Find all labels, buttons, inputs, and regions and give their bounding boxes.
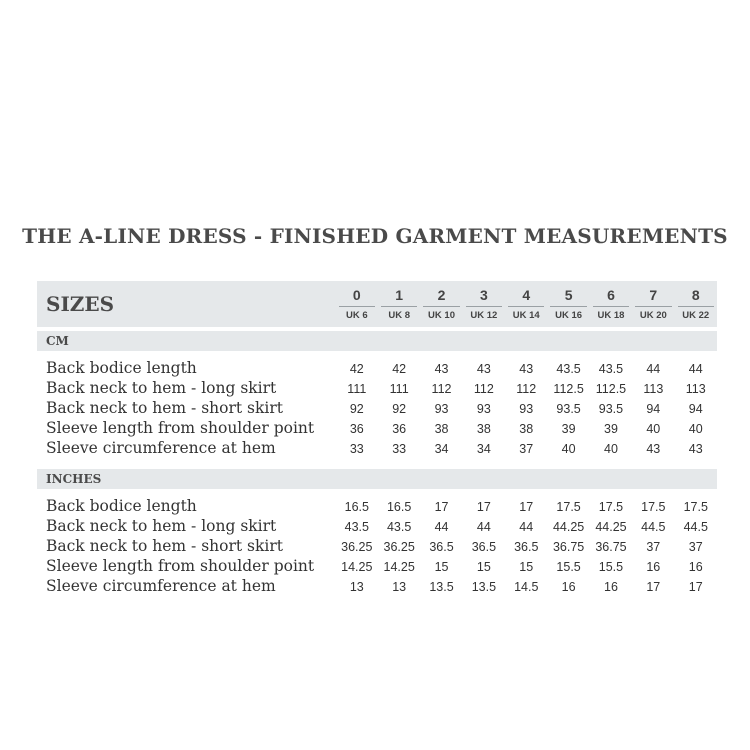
measurement-cell: 14.25 [341,560,373,574]
measurement-cell: 37 [688,540,703,554]
sizes-label: SIZES [46,292,115,316]
measurement-cell: 16.5 [386,500,412,514]
measurement-cell: 34 [434,442,449,456]
measurement-cell: 17.5 [556,500,581,514]
measurement-cell: 44 [646,362,661,376]
size-column-header [632,281,674,327]
size-column-header [547,281,589,327]
measurement-cell: 15.5 [556,560,581,574]
measurement-cell: 44.5 [641,520,666,534]
measurement-cell: 33 [392,442,407,456]
row-label: Back neck to hem - short skirt [46,537,283,555]
size-number: 0 [339,287,375,307]
measurement-cell: 93.5 [598,402,624,416]
table-row [37,489,717,515]
size-number: 4 [508,287,544,307]
measurement-cell: 112 [516,382,537,396]
measurement-cell: 16 [561,580,576,594]
size-column-header [675,281,718,327]
measurement-cell: 17 [646,580,661,594]
measurement-cell: 38 [476,422,491,436]
measurements-table [37,281,717,595]
measurement-cell: 40 [688,422,703,436]
measurement-cell: 34 [476,442,491,456]
row-label: Sleeve length from shoulder point [46,557,315,575]
measurement-cell: 42 [392,362,407,376]
table-body [37,327,717,595]
size-column-header [336,281,378,327]
size-number: 1 [381,287,417,307]
table-row [37,397,717,417]
measurement-cell: 40 [561,442,576,456]
row-label: Sleeve circumference at hem [46,577,276,595]
measurement-cell: 17 [476,500,491,514]
size-uk-equivalent: UK 10 [428,310,455,321]
table-row [37,437,717,457]
row-label: Sleeve circumference at hem [46,439,276,457]
measurement-cell: 16 [604,580,618,594]
row-label: Sleeve length from shoulder point [46,419,315,437]
measurement-cell: 17 [688,580,703,594]
measurement-cell: 43 [434,362,449,376]
size-number: 6 [593,287,629,307]
measurement-cell: 43.5 [598,362,624,376]
measurement-cell: 44 [519,520,534,534]
size-column-header [463,281,505,327]
measurement-cell: 13.5 [429,580,454,594]
measurement-cell: 43 [476,362,491,376]
row-label: Back neck to hem - long skirt [46,517,277,535]
measurement-cell: 36.25 [341,540,373,554]
measurement-cell: 43.5 [344,520,369,534]
size-number: 7 [635,287,671,307]
measurement-cell: 15 [434,560,449,574]
measurement-cell: 43 [519,362,534,376]
measurement-cell: 36.75 [552,540,585,554]
measurement-cell: 17.5 [598,500,624,514]
table-row [37,351,717,377]
measurement-cell: 43 [646,442,661,456]
size-uk-equivalent: UK 6 [345,310,368,321]
measurement-cell: 112 [473,382,494,396]
size-number: 8 [678,287,715,307]
measurement-cell: 17 [519,500,534,514]
measurement-cell: 113 [643,382,664,396]
measurement-cell: 40 [604,442,618,456]
table-row [37,377,717,397]
measurement-cell: 37 [519,442,534,456]
measurement-cell: 39 [561,422,576,436]
size-column-header [420,281,462,327]
measurement-cell: 92 [392,402,407,416]
size-column-header [505,281,547,327]
measurement-cell: 111 [347,382,367,396]
measurement-cell: 43.5 [556,362,581,376]
measurement-cell: 17.5 [683,500,708,514]
measurement-cell: 43 [688,442,703,456]
measurement-cell: 93 [434,402,449,416]
size-uk-equivalent: UK 20 [639,310,667,321]
measurement-cell: 13.5 [471,580,497,594]
measurement-cell: 44.25 [552,520,585,534]
table-row [37,555,717,575]
measurement-cell: 16 [646,560,661,574]
measurement-cell: 36 [349,422,364,436]
size-column-header [590,281,632,327]
measurement-cell: 112 [431,382,452,396]
measurement-cell: 13 [349,580,364,594]
measurement-cell: 36 [392,422,407,436]
measurement-cell: 44 [688,362,703,376]
size-uk-equivalent: UK 12 [470,310,498,321]
measurement-cell: 36.5 [471,540,497,554]
measurement-cell: 44.5 [683,520,708,534]
measurement-cell: 93.5 [556,402,581,416]
measurement-cell: 40 [646,422,661,436]
measurement-cell: 93 [519,402,534,416]
measurement-cell: 36.75 [595,540,627,554]
row-label: Back neck to hem - long skirt [46,379,277,397]
measurement-cell: 15.5 [598,560,624,574]
measurement-cell: 37 [646,540,661,554]
size-number: 3 [466,287,502,307]
section-header-cm [37,331,717,351]
measurement-cell: 44 [434,520,449,534]
measurement-cell: 39 [604,422,618,436]
measurement-cell: 112.5 [553,382,584,396]
measurement-cell: 16.5 [344,500,369,514]
sizes-header-row [37,281,717,327]
measurement-cell: 93 [476,402,491,416]
measurement-cell: 14.25 [383,560,415,574]
size-uk-equivalent: UK 18 [597,310,625,321]
measurement-cell: 36.5 [514,540,539,554]
measurement-cell: 16 [688,560,703,574]
table-row [37,417,717,437]
measurement-cell: 17 [434,500,449,514]
page-title: THE A-LINE DRESS - FINISHED GARMENT MEASUREMENTS [22,224,728,248]
measurement-cell: 43.5 [386,520,412,534]
size-number: 2 [423,287,459,307]
measurement-cell: 112.5 [595,382,627,396]
size-uk-equivalent: UK 14 [512,310,540,321]
measurement-cell: 94 [646,402,661,416]
section-label: INCHES [46,472,102,486]
row-label: Back bodice length [46,497,197,515]
measurement-cell: 92 [349,402,364,416]
measurement-cell: 17.5 [641,500,666,514]
measurement-cell: 36.5 [429,540,454,554]
size-number: 5 [550,287,586,307]
size-column-header [378,281,420,327]
section-label: CM [46,334,69,348]
table-row [37,535,717,555]
measurement-cell: 15 [476,560,491,574]
measurement-cell: 94 [688,402,703,416]
section-header-inches [37,469,717,489]
measurement-cell: 38 [434,422,449,436]
measurement-cell: 113 [685,382,706,396]
measurement-cell: 38 [519,422,534,436]
row-label: Back neck to hem - short skirt [46,399,283,417]
measurement-cell: 14.5 [514,580,539,594]
size-uk-equivalent: UK 8 [388,310,410,321]
measurement-cell: 44 [476,520,491,534]
row-label: Back bodice length [46,359,197,377]
measurement-cell: 15 [519,560,534,574]
measurement-cell: 33 [349,442,364,456]
measurement-cell: 42 [349,362,364,376]
size-uk-equivalent: UK 22 [682,310,710,321]
measurement-cell: 111 [389,382,409,396]
measurement-cell: 13 [392,580,407,594]
measurement-cell: 44.25 [595,520,627,534]
table-row [37,575,717,595]
size-uk-equivalent: UK 16 [555,310,583,321]
measurement-cell: 36.25 [383,540,415,554]
table-row [37,515,717,535]
